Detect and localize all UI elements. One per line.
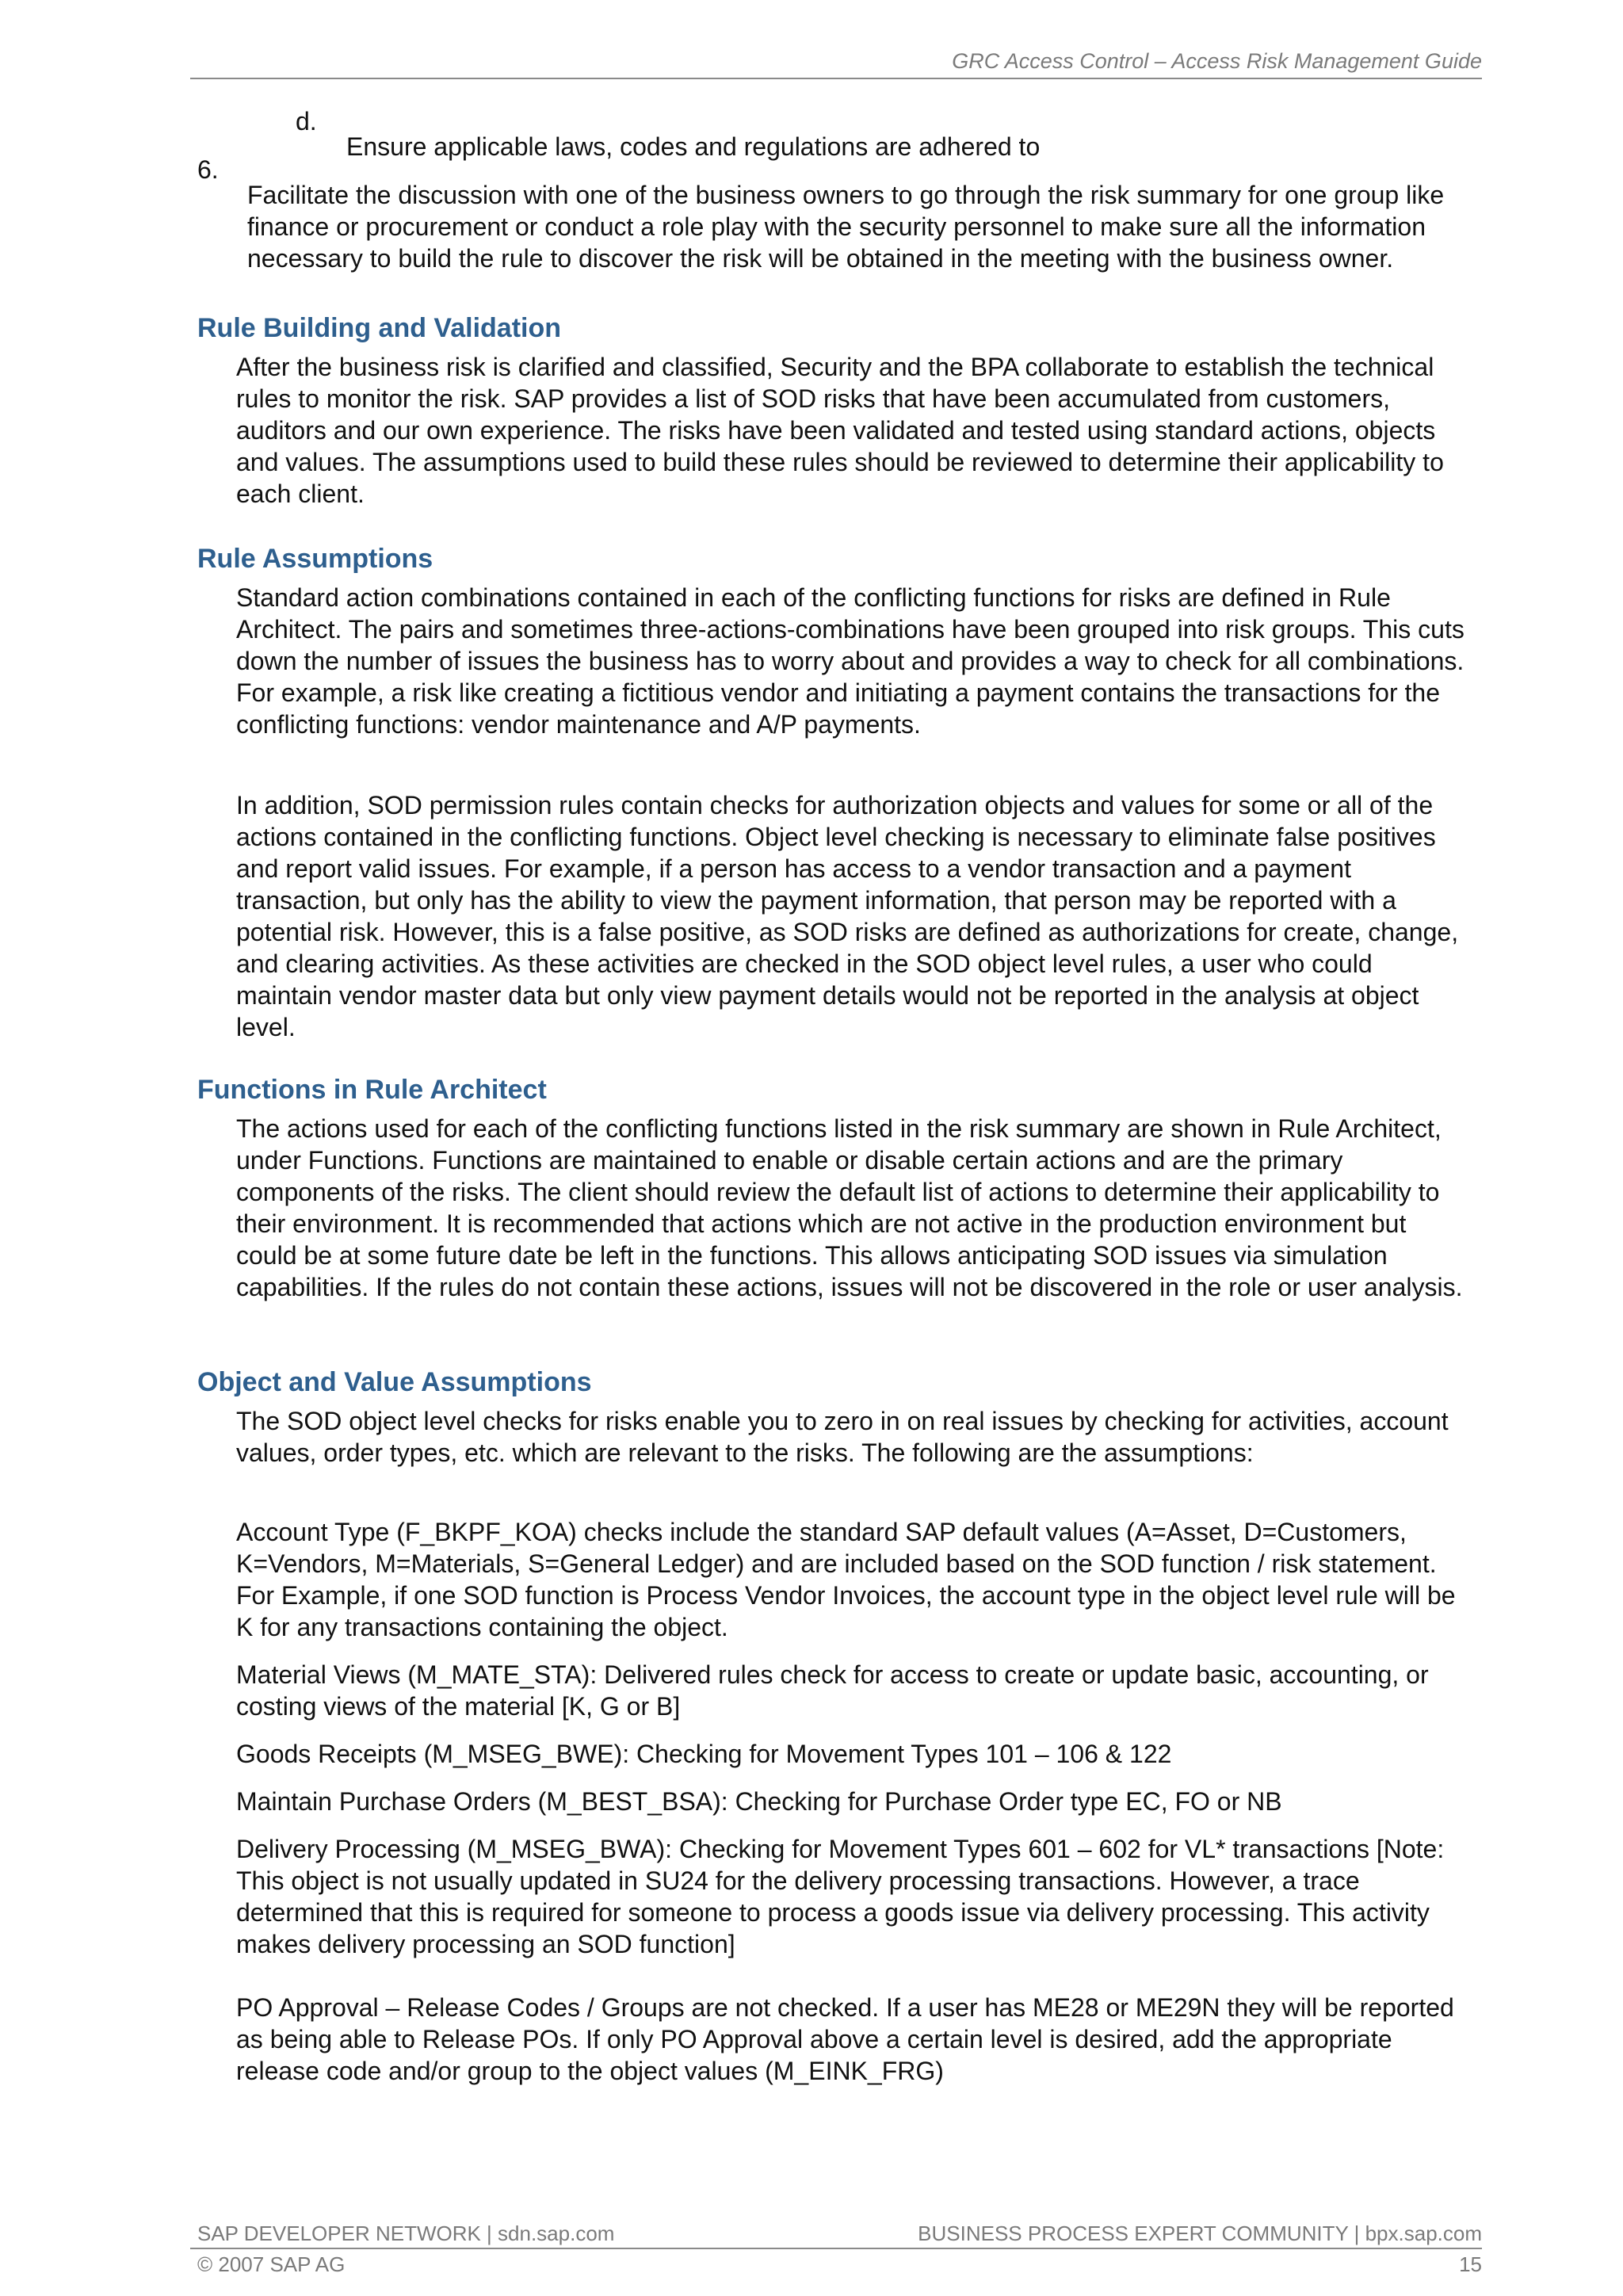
footer-divider — [190, 2248, 1482, 2249]
heading-object-value: Object and Value Assumptions — [197, 1367, 592, 1397]
paragraph-material-views: Material Views (M_MATE_STA): Delivered rules check for access to create or update basic, accounting, or costing views of the material [K, G or B] — [236, 1660, 1429, 1721]
heading-functions: Functions in Rule Architect — [197, 1075, 547, 1105]
page-number: 15 — [1459, 2252, 1482, 2276]
heading-rule-assumptions: Rule Assumptions — [197, 544, 433, 574]
list-item-6: Facilitate the discussion with one of the business owners to go through the risk summary for one group like finance or procurement or conduct a role play with the security personnel to make sure all the information necessary to build the rule to discover the risk will be obtained in the meeting with the business owner. — [247, 181, 1445, 273]
document-title: GRC Access Control – Access Risk Management Guide — [952, 49, 1482, 73]
paragraph-po-approval: PO Approval – Release Codes / Groups are not checked. If a user has ME28 or ME29N they will be reported as being able to Release POs. If only PO Approval above a certain level is desired, add the appropriate release code and/or group to the object values (M_EINK_FRG) — [236, 1993, 1454, 2085]
paragraph-purchase-orders: Maintain Purchase Orders (M_BEST_BSA): Checking for Purchase Order type EC, FO or NB — [236, 1787, 1282, 1816]
footer-bpx-link[interactable]: BUSINESS PROCESS EXPERT COMMUNITY | bpx.sap.com — [918, 2222, 1482, 2245]
heading-rule-building: Rule Building and Validation — [197, 313, 562, 343]
footer-sdn-link[interactable]: SAP DEVELOPER NETWORK | sdn.sap.com — [197, 2222, 615, 2245]
paragraph-delivery-processing: Delivery Processing (M_MSEG_BWA): Checking for Movement Types 601 – 602 for VL* transactions [Note: This object is not usually updated in SU24 for the delivery processing transactions. However, a trace determined that this is required for someone to process a goods issue via delivery processing. This activity makes delivery processing an SOD function] — [236, 1835, 1445, 1958]
list-marker-6: 6. — [197, 155, 219, 184]
paragraph-rule-building: After the business risk is clarified and classified, Security and the BPA collaborate to establish the technical rules to monitor the risk. SAP provides a list of SOD risks that have been accumulated from customers, auditors and our own experience. The risks have been validated and tested using standard actions, objects and values. The assumptions used to build these rules should be reviewed to determine their applicability to each client. — [236, 353, 1444, 508]
paragraph-rule-assumptions-1: Standard action combinations contained in each of the conflicting functions for risks are defined in Rule Architect. The pairs and sometimes three-actions-combinations have been grouped into risk groups. This cuts down the number of issues the business has to worry about and provides a way to check for all combinations. For example, a risk like creating a fictitious vendor and initiating a payment contains the transactions for the conflicting functions: vendor maintenance and A/P payments. — [236, 583, 1465, 739]
running-header — [190, 44, 1482, 79]
list-marker-d: d. — [296, 107, 317, 136]
footer-copyright: © 2007 SAP AG — [197, 2252, 346, 2276]
paragraph-functions: The actions used for each of the conflicting functions listed in the risk summary are shown in Rule Architect, under Functions. Functions are maintained to enable or disable certain actions and are the primary components of the risks. The client should review the default list of actions to determine their applicability to their environment. It is recommended that actions which are not active in the production environment but could be at some future date be left in the functions. This allows anticipating SOD issues via simulation capabilities. If the rules do not contain these actions, issues will not be discovered in the role or user analysis. — [236, 1114, 1463, 1301]
paragraph-object-value-1: The SOD object level checks for risks enable you to zero in on real issues by checking for activities, account values, order types, etc. which are relevant to the risks. The following are the assumptions: — [236, 1407, 1449, 1467]
paragraph-account-type: Account Type (F_BKPF_KOA) checks include the standard SAP default values (A=Asset, D=Customers, K=Vendors, M=Materials, S=General Ledger) and are included based on the SOD function / risk statement. For Example, if one SOD function is Process Vendor Invoices, the account type in the object level rule will be K for any transactions containing the object. — [236, 1518, 1456, 1641]
paragraph-rule-assumptions-2: In addition, SOD permission rules contain checks for authorization objects and values for some or all of the actions contained in the conflicting functions. Object level checking is necessary to eliminate false positives and report valid issues. For example, if a person has access to a vendor transaction and a payment transaction, but only has the ability to view the payment information, that person may be reported with a potential risk. However, this is a false positive, as SOD risks are defined as authorizations for create, change, and clearing activities. As these activities are checked in the SOD object level rules, a user who could maintain vendor master data but only view payment details would not be reported in the analysis at object level. — [236, 791, 1459, 1041]
list-item-d: Ensure applicable laws, codes and regulations are adhered to — [346, 132, 1041, 161]
paragraph-goods-receipts: Goods Receipts (M_MSEG_BWE): Checking for Movement Types 101 – 106 & 122 — [236, 1740, 1172, 1768]
